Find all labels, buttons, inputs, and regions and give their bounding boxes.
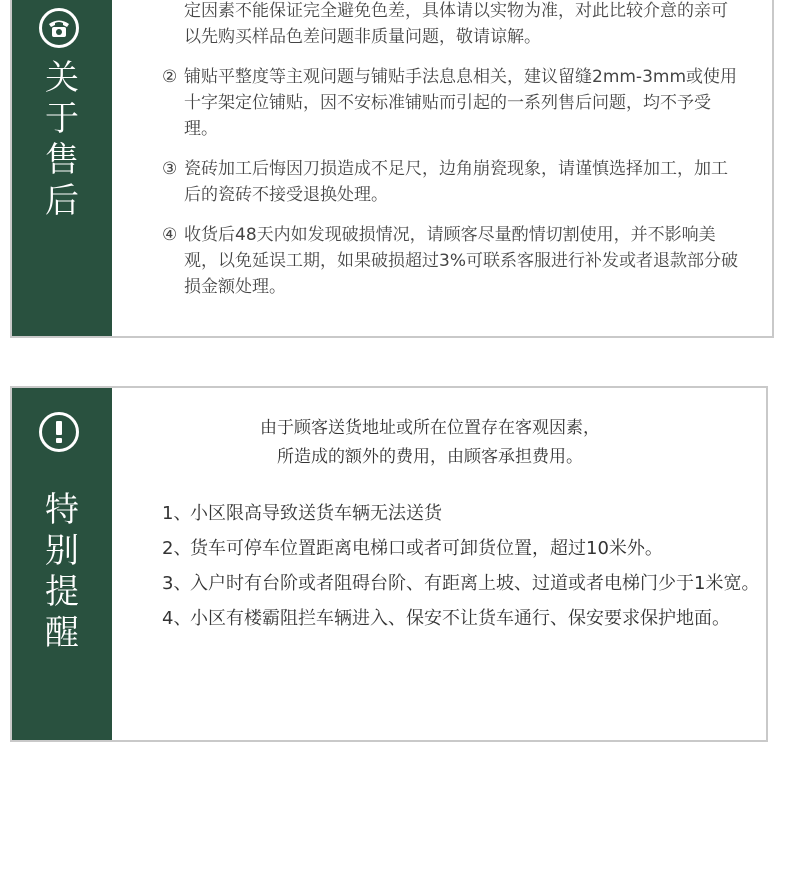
after-sales-title: 关 于 售 后 bbox=[45, 58, 79, 221]
term-item: 定因素不能保证完全避免色差，具体请以实物为准，对此比较介意的亲可以先购买样品色差问题非质量问题，敬请谅解。 bbox=[184, 1, 728, 47]
term-item: ② 铺贴平整度等主观问题与铺贴手法息息相关，建议留缝2mm-3mm或使用十字架定位铺贴，因不安标准铺贴而引起的一系列售后问题，均不予受理。 bbox=[162, 67, 738, 139]
telephone-icon bbox=[39, 8, 79, 48]
after-sales-sidebar bbox=[12, 0, 112, 336]
list-item: 1、 小区限高导致送货车辆无法送货 bbox=[162, 503, 442, 524]
term-item: ③ 瓷砖加工后悔因刀损造成不足尺，边角崩瓷现象，请谨慎选择加工，加工后的瓷砖不接受退换处理。 bbox=[162, 159, 728, 205]
list-item: 4、 小区有楼霸阻拦车辆进入、保安不让货车通行、保安要求保护地面。 bbox=[162, 608, 730, 629]
list-item: 2、 货车可停车位置距离电梯口或者可卸货位置，超过10米外。 bbox=[162, 538, 663, 559]
special-notice-intro bbox=[112, 414, 748, 472]
special-notice-list bbox=[162, 496, 762, 636]
exclamation-icon bbox=[39, 412, 79, 452]
intro-line: 由于顾客送货地址或所在位置存在客观因素， bbox=[260, 418, 600, 438]
term-item: ④ 收货后48天内如发现破损情况，请顾客尽量酌情切割使用，并不影响美观，以免延误工期，如果破损超过3%可联系客服进行补发或者退款部分破损金额处理。 bbox=[162, 225, 738, 297]
after-sales-terms bbox=[162, 0, 742, 300]
special-notice-panel bbox=[10, 386, 768, 742]
intro-line: 所造成的额外的费用，由顾客承担费用。 bbox=[277, 447, 583, 467]
after-sales-panel bbox=[10, 0, 774, 338]
special-notice-sidebar bbox=[12, 388, 112, 740]
special-notice-title: 特 别 提 醒 bbox=[45, 490, 79, 653]
list-item: 3、 入户时有台阶或者阻碍台阶、有距离上坡、过道或者电梯门少于1米宽。 bbox=[162, 573, 760, 594]
